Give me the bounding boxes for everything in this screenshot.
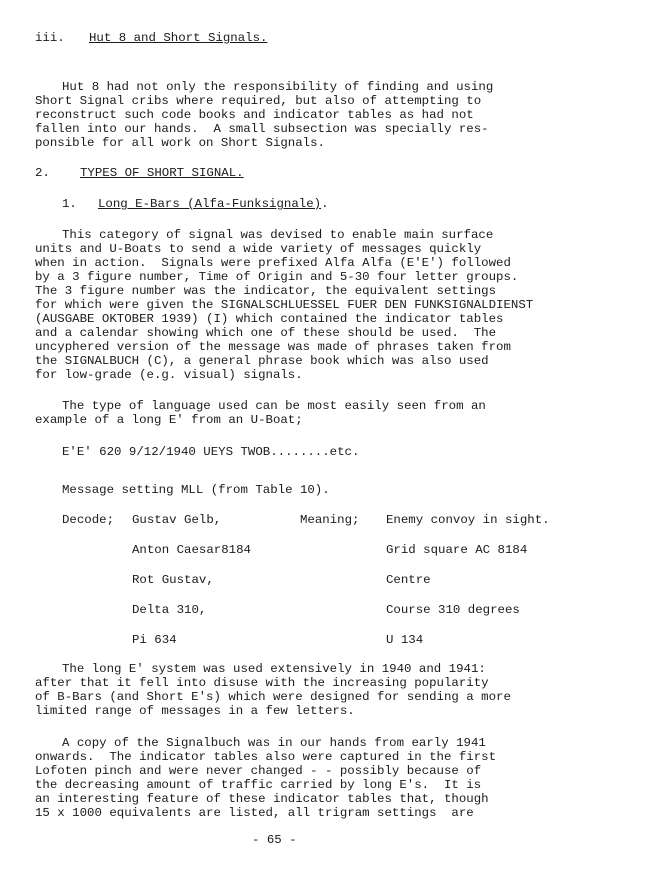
text-line: The type of language used can be most easily seen from an bbox=[62, 399, 486, 413]
meaning-value: Course 310 degrees bbox=[386, 603, 520, 617]
text-line: reconstruct such code books and indicator tables as had not bbox=[35, 108, 474, 122]
types-heading-title: TYPES OF SHORT SIGNAL. bbox=[80, 166, 244, 180]
decode-value: Pi 634 bbox=[132, 633, 177, 647]
text-line: for which were given the SIGNALSCHLUESSEL FUER DEN FUNKSIGNALDIENST bbox=[35, 298, 534, 312]
text-line: by a 3 figure number, Time of Origin and 5-30 four letter groups. bbox=[35, 270, 519, 284]
subheading-number: 1. bbox=[62, 197, 77, 211]
section-title: Hut 8 and Short Signals. bbox=[89, 31, 268, 45]
text-line: the decreasing amount of traffic carried by long E's. It is bbox=[35, 778, 482, 792]
text-line: after that it fell into disuse with the increasing popularity bbox=[35, 676, 489, 690]
text-line: Hut 8 had not only the responsibility of finding and using bbox=[62, 80, 494, 94]
page-number: - 65 - bbox=[252, 833, 297, 847]
meaning-value: Enemy convoy in sight. bbox=[386, 513, 550, 527]
text-line: A copy of the Signalbuch was in our hands from early 1941 bbox=[62, 736, 486, 750]
section-number: iii. bbox=[35, 31, 65, 45]
types-heading-number: 2. bbox=[35, 166, 50, 180]
text-line: This category of signal was devised to enable main surface bbox=[62, 228, 494, 242]
text-line: of B-Bars (and Short E's) which were designed for sending a more bbox=[35, 690, 511, 704]
text-line: Lofoten pinch and were never changed - - possibly because of bbox=[35, 764, 482, 778]
text-line: 15 x 1000 equivalents are listed, all trigram settings are bbox=[35, 806, 474, 820]
decode-value: Anton Caesar8184 bbox=[132, 543, 251, 557]
meaning-value: U 134 bbox=[386, 633, 424, 647]
text-line: Short Signal cribs where required, but also of attempting to bbox=[35, 94, 482, 108]
text-line: The 3 figure number was the indicator, the equivalent settings bbox=[35, 284, 497, 298]
decode-value: Delta 310, bbox=[132, 603, 207, 617]
text-line: for low-grade (e.g. visual) signals. bbox=[35, 368, 303, 382]
text-line: uncyphered version of the message was made of phrases taken from bbox=[35, 340, 511, 354]
text-line: an interesting feature of these indicator tables that, though bbox=[35, 792, 489, 806]
text-line: ponsible for all work on Short Signals. bbox=[35, 136, 325, 150]
decode-value: Gustav Gelb, bbox=[132, 513, 222, 527]
subheading bbox=[98, 198, 329, 210]
example-setting-line: Message setting MLL (from Table 10). bbox=[62, 483, 330, 497]
text-line: units and U-Boats to send a wide variety of messages quickly bbox=[35, 242, 482, 256]
text-line: (AUSGABE OKTOBER 1939) (I) which contained the indicator tables bbox=[35, 312, 504, 326]
decode-value: Rot Gustav, bbox=[132, 573, 214, 587]
text-line: example of a long E' from an U-Boat; bbox=[35, 413, 303, 427]
text-line: The long E' system was used extensively in 1940 and 1941: bbox=[62, 662, 486, 676]
meaning-value: Centre bbox=[386, 573, 431, 587]
text-line: fallen into our hands. A small subsection was specially res- bbox=[35, 122, 489, 136]
subheading-suffix: . bbox=[321, 197, 329, 211]
text-line: when in action. Signals were prefixed Alfa Alfa (E'E') followed bbox=[35, 256, 511, 270]
text-line: and a calendar showing which one of these should be used. The bbox=[35, 326, 497, 340]
subheading-title: Long E-Bars (Alfa-Funksignale) bbox=[98, 197, 322, 211]
decode-label: Decode; bbox=[62, 513, 115, 527]
meaning-value: Grid square AC 8184 bbox=[386, 543, 528, 557]
example-signal-line: E'E' 620 9/12/1940 UEYS TWOB........etc. bbox=[62, 445, 360, 459]
text-line: limited range of messages in a few letters. bbox=[35, 704, 355, 718]
text-line: onwards. The indicator tables also were captured in the first bbox=[35, 750, 497, 764]
meaning-label: Meaning; bbox=[300, 513, 360, 527]
text-line: the SIGNALBUCH (C), a general phrase book which was also used bbox=[35, 354, 489, 368]
